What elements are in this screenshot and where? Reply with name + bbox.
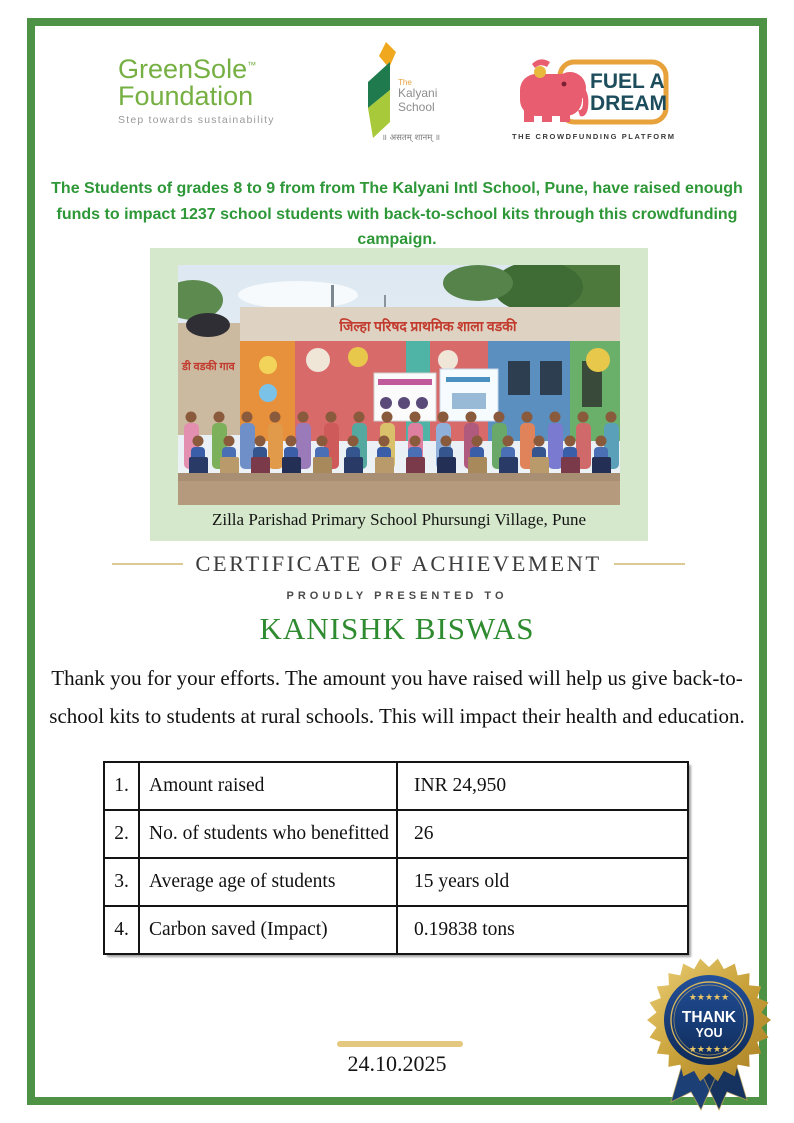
greensole-tagline: Step towards sustainability	[118, 114, 275, 126]
table-cell-num: 4.	[104, 906, 139, 954]
date-gold-line	[337, 1041, 463, 1047]
fuel-a-dream-icon	[512, 52, 672, 132]
campaign-summary-text: The Students of grades 8 to 9 from from The Kalyani Intl School, Pune, have raised enough funds to impact 1237 school students with back-to-school kits through this crowdfunding campaign.	[51, 180, 743, 249]
kalyani-the: The	[398, 78, 412, 87]
table-cell-num: 2.	[104, 810, 139, 858]
photo-caption: Zilla Parishad Primary School Phursungi Village, Pune	[211, 510, 587, 529]
table-cell-label: No. of students who benefitted	[139, 810, 397, 858]
recipient-name: KANISHK BISWAS	[259, 611, 535, 646]
table-cell-label: Carbon saved (Impact)	[139, 906, 397, 954]
greensole-foundation-word: Foundation	[118, 81, 254, 111]
table-row	[104, 858, 688, 906]
thank-you-badge	[643, 958, 775, 1114]
kalyani-wordmark	[398, 78, 437, 115]
table-cell-value: 15 years old	[397, 858, 688, 906]
impact-table-body	[104, 762, 688, 954]
fuel-a-dream-tagline: THE CROWDFUNDING PLATFORM	[512, 132, 676, 141]
trademark-symbol: ™	[247, 60, 257, 70]
table-row	[104, 906, 688, 954]
badge-thank: THANK	[681, 1009, 737, 1026]
table-cell-label: Amount raised	[139, 762, 397, 810]
badge-stars-top: ★★★★★	[688, 992, 730, 1002]
fuel-a-dream-logo	[512, 52, 676, 152]
table-cell-value: 26	[397, 810, 688, 858]
school-photo	[178, 265, 620, 505]
gold-divider-left	[112, 563, 183, 565]
kalyani-name-2: School	[398, 99, 435, 114]
appreciation-text: Thank you for your efforts. The amount you have raised will help us give back-to-school kits to students at rural schools. This will impact their health and education.	[49, 666, 745, 728]
table-cell-label: Average age of students	[139, 858, 397, 906]
gold-divider-right	[614, 563, 685, 565]
kalyani-school-logo	[356, 40, 466, 160]
table-cell-num: 3.	[104, 858, 139, 906]
table-row	[104, 762, 688, 810]
certificate-heading: CERTIFICATE OF ACHIEVEMENT	[195, 551, 602, 576]
presented-to-label: PROUDLY PRESENTED TO	[286, 590, 508, 602]
greensole-foundation-logo	[118, 56, 308, 126]
table-row	[104, 810, 688, 858]
svg-text:DREAM: DREAM	[590, 92, 667, 115]
svg-text:जिल्हा परिषद प्राथमिक शाला वडक: जिल्हा परिषद प्राथमिक शाला वडकी	[339, 320, 517, 335]
table-cell-value: 0.19838 tons	[397, 906, 688, 954]
certificate-heading-row	[112, 551, 685, 577]
svg-text:डी वडकी गाव: डी वडकी गाव	[182, 361, 235, 373]
certificate-date: 24.10.2025	[347, 1051, 447, 1076]
impact-table	[103, 761, 689, 955]
table-cell-value: INR 24,950	[397, 762, 688, 810]
kalyani-name-1: Kalyani	[398, 86, 438, 101]
logo-row	[0, 40, 794, 160]
greensole-wordmark: GreenSole™	[118, 54, 257, 84]
badge-stars-bottom: ★★★★★	[688, 1044, 730, 1054]
badge-you: YOU	[695, 1026, 723, 1040]
photo-frame	[150, 248, 648, 541]
svg-text:FUEL A: FUEL A	[590, 70, 665, 93]
kalyani-sanskrit-motto: ॥ असतम् शानम् ॥	[381, 133, 441, 143]
table-cell-num: 1.	[104, 762, 139, 810]
